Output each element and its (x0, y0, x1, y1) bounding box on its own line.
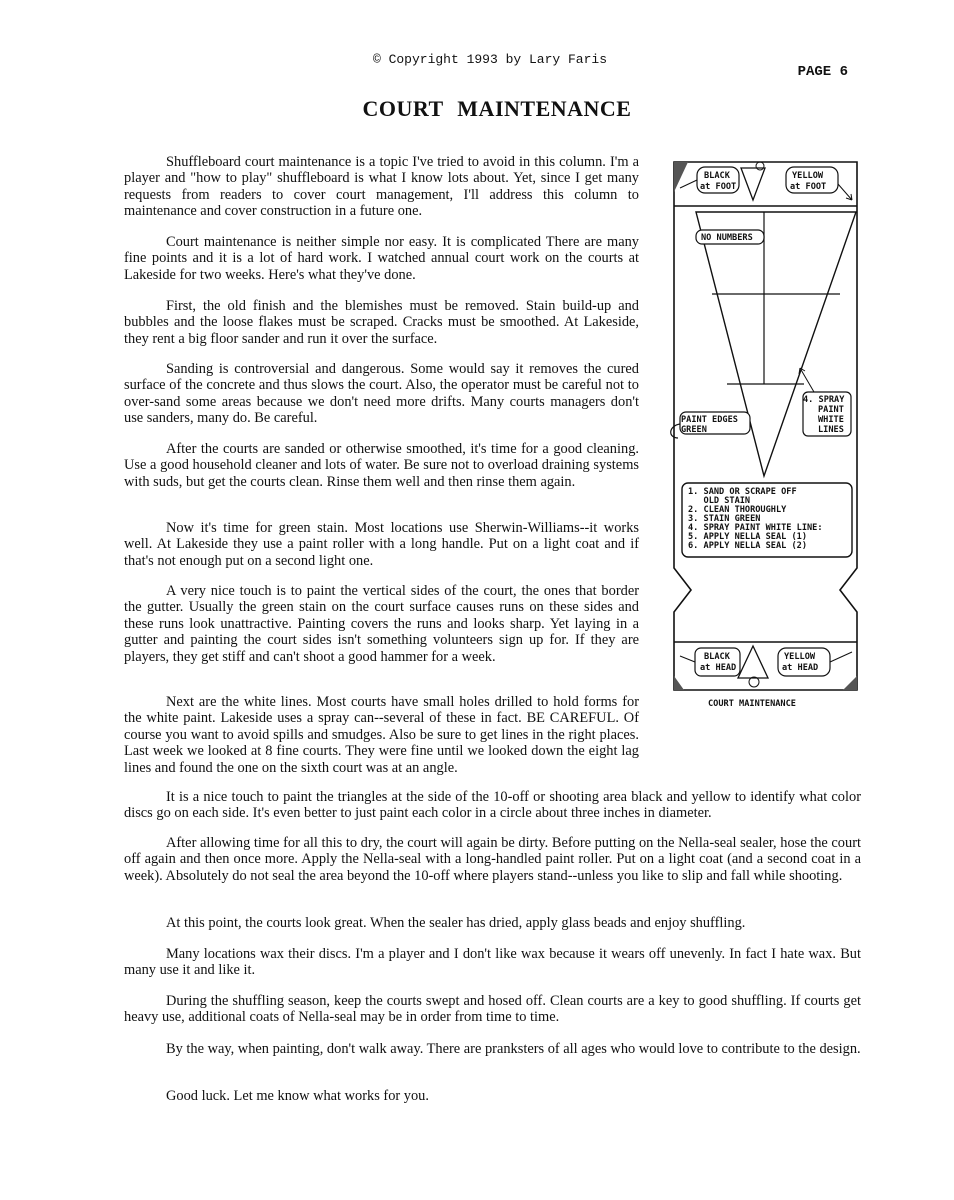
foot-figure-icon (756, 162, 764, 170)
paragraph: During the shuffling season, keep the courts swept and hosed off. Clean courts are a key to good shuffling. If courts get heavy use, additional coats of Nella-seal may be in order from time to time. (124, 993, 861, 1026)
paragraph: Shuffleboard court maintenance is a topic I've tried to avoid in this column. I'm a player and "how to play" shuffleboard is what I know lots about. Yet, since I get many requests from readers to cover court management, I'll address this column to maintenance and cover construction in a future one. (124, 154, 639, 220)
step-item: 6. APPLY NELLA SEAL (2) (688, 541, 807, 551)
arrow-icon (799, 368, 814, 392)
yellow-head-label: YELLOW (784, 652, 816, 662)
step-item: 2. CLEAN THOROUGHLY (688, 505, 787, 515)
page-number: PAGE 6 (797, 64, 848, 80)
paint-edges-label: GREEN (681, 425, 707, 435)
paragraph: Next are the white lines. Most courts have small holes drilled to hold forms for the white paint. Lakeside uses a spray can--several of these in fact. BE CAREFUL. Of course you want to avoid spills and smudges. Also be sure to get lines in the right places. Last week we looked at 8 fine courts. They were fine until we looked down the eight lag lines and found the one on the sixth court was at an angle. (124, 694, 639, 776)
yellow-head-label: at HEAD (782, 663, 819, 673)
copyright-line: © Copyright 1993 by Lary Faris (372, 52, 608, 67)
paragraph: First, the old finish and the blemishes must be removed. Stain build-up and bubbles and the loose flakes must be scraped. Cracks must be smoothed. At Lakeside, they rent a big floor sander and run it over the surface. (124, 298, 639, 347)
step-item: 1. SAND OR SCRAPE OFF (688, 487, 797, 497)
spray-white-label: WHITE (818, 415, 844, 425)
paragraph: At this point, the courts look great. When the sealer has dried, apply glass beads and enjoy shuffling. (166, 915, 746, 931)
curved-arrow-icon (671, 424, 680, 438)
head-triangle (738, 646, 768, 678)
paragraph: It is a nice touch to paint the triangles at the side of the 10-off or shooting area black and yellow to identify what color discs go on each side. It's even better to just paint each color in a circle about three inches in diameter. (124, 789, 861, 822)
no-numbers-label: NO NUMBERS (701, 233, 753, 243)
court-maintenance-diagram (668, 148, 864, 710)
paragraph: Court maintenance is neither simple nor easy. It is complicated There are many fine points and it is a lot of hard work. I watched annual court work on the courts at Lakeside for two weeks. Here's what they've done. (124, 234, 639, 283)
step-item: 3. STAIN GREEN (688, 514, 761, 524)
step-item: 4. SPRAY PAINT WHITE LINE: (688, 523, 823, 533)
arrow-icon (680, 656, 695, 662)
paragraph: Now it's time for green stain. Most locations use Sherwin-Williams--it works well. At Lakeside they use a paint roller with a long handle. Put on a light coat and if that's not enough put on a second light one. (124, 520, 639, 569)
paragraph: Good luck. Let me know what works for you. (166, 1088, 429, 1104)
step-item: 5. APPLY NELLA SEAL (1) (688, 532, 807, 542)
black-foot-label: at FOOT (700, 182, 737, 192)
paragraph: After allowing time for all this to dry, the court will again be dirty. Before putting on the Nella-seal sealer, hose the court off again and then once more. Apply the Nella-seal with a long-handled paint roller. Put on a light coat (and a second coat in a week). Absolutely do not seal the area beyond the 10-off where players stand--unless you like to slip and fall while shooting. (124, 835, 861, 884)
foot-triangle (741, 168, 765, 200)
black-foot-label: BLACK (704, 171, 730, 181)
arrow-icon (838, 184, 852, 200)
black-head-label: at HEAD (700, 663, 737, 673)
paragraph: By the way, when painting, don't walk away. There are pranksters of all ages who would love to contribute to the design. (166, 1041, 861, 1057)
diagram-caption: COURT MAINTENANCE (708, 699, 796, 709)
paragraph: After the courts are sanded or otherwise smoothed, it's time for a good cleaning. Use a good household cleaner and lots of water. Be sure not to overload draining systems with suds, but get the courts clean. Rinse them well and then rinse them again. (124, 441, 639, 490)
step-item: OLD STAIN (688, 496, 751, 506)
arrow-icon (680, 180, 697, 188)
black-head-label: BLACK (704, 652, 730, 662)
court-diagram-svg (668, 148, 864, 710)
spray-white-label: LINES (818, 425, 844, 435)
yellow-foot-label: YELLOW (792, 171, 824, 181)
arrow-icon (830, 652, 852, 662)
paint-edges-label: PAINT EDGES (681, 415, 738, 425)
paragraph: Sanding is controversial and dangerous. Some would say it removes the cured surface of the concrete and thus slows the court. Also, the operator must be careful not to over-sand some areas because we don't need more drifts. Many courts managers don't use sanders, many do. Be careful. (124, 361, 639, 427)
paragraph: Many locations wax their discs. I'm a player and I don't like wax because it wears off unevenly. In fact I hate wax. But many use it and like it. (124, 946, 861, 979)
paragraph: A very nice touch is to paint the vertical sides of the court, the ones that border the gutter. Usually the green stain on the court surface causes runs on these sides and these runs look unattractive. Painting covers the runs and looks sharp. Yet laying in a gutter and painting the court sides isn't something volunteers sign up for. If they are players, they get stiff and can't shoot a good hammer for a week. (124, 583, 639, 665)
page-title: COURT MAINTENANCE (362, 96, 632, 121)
yellow-foot-label: at FOOT (790, 182, 827, 192)
corner-shading (674, 676, 684, 690)
spray-white-label: PAINT (818, 405, 844, 415)
spray-white-label: 4. SPRAY (803, 395, 845, 405)
corner-shading (843, 676, 857, 690)
